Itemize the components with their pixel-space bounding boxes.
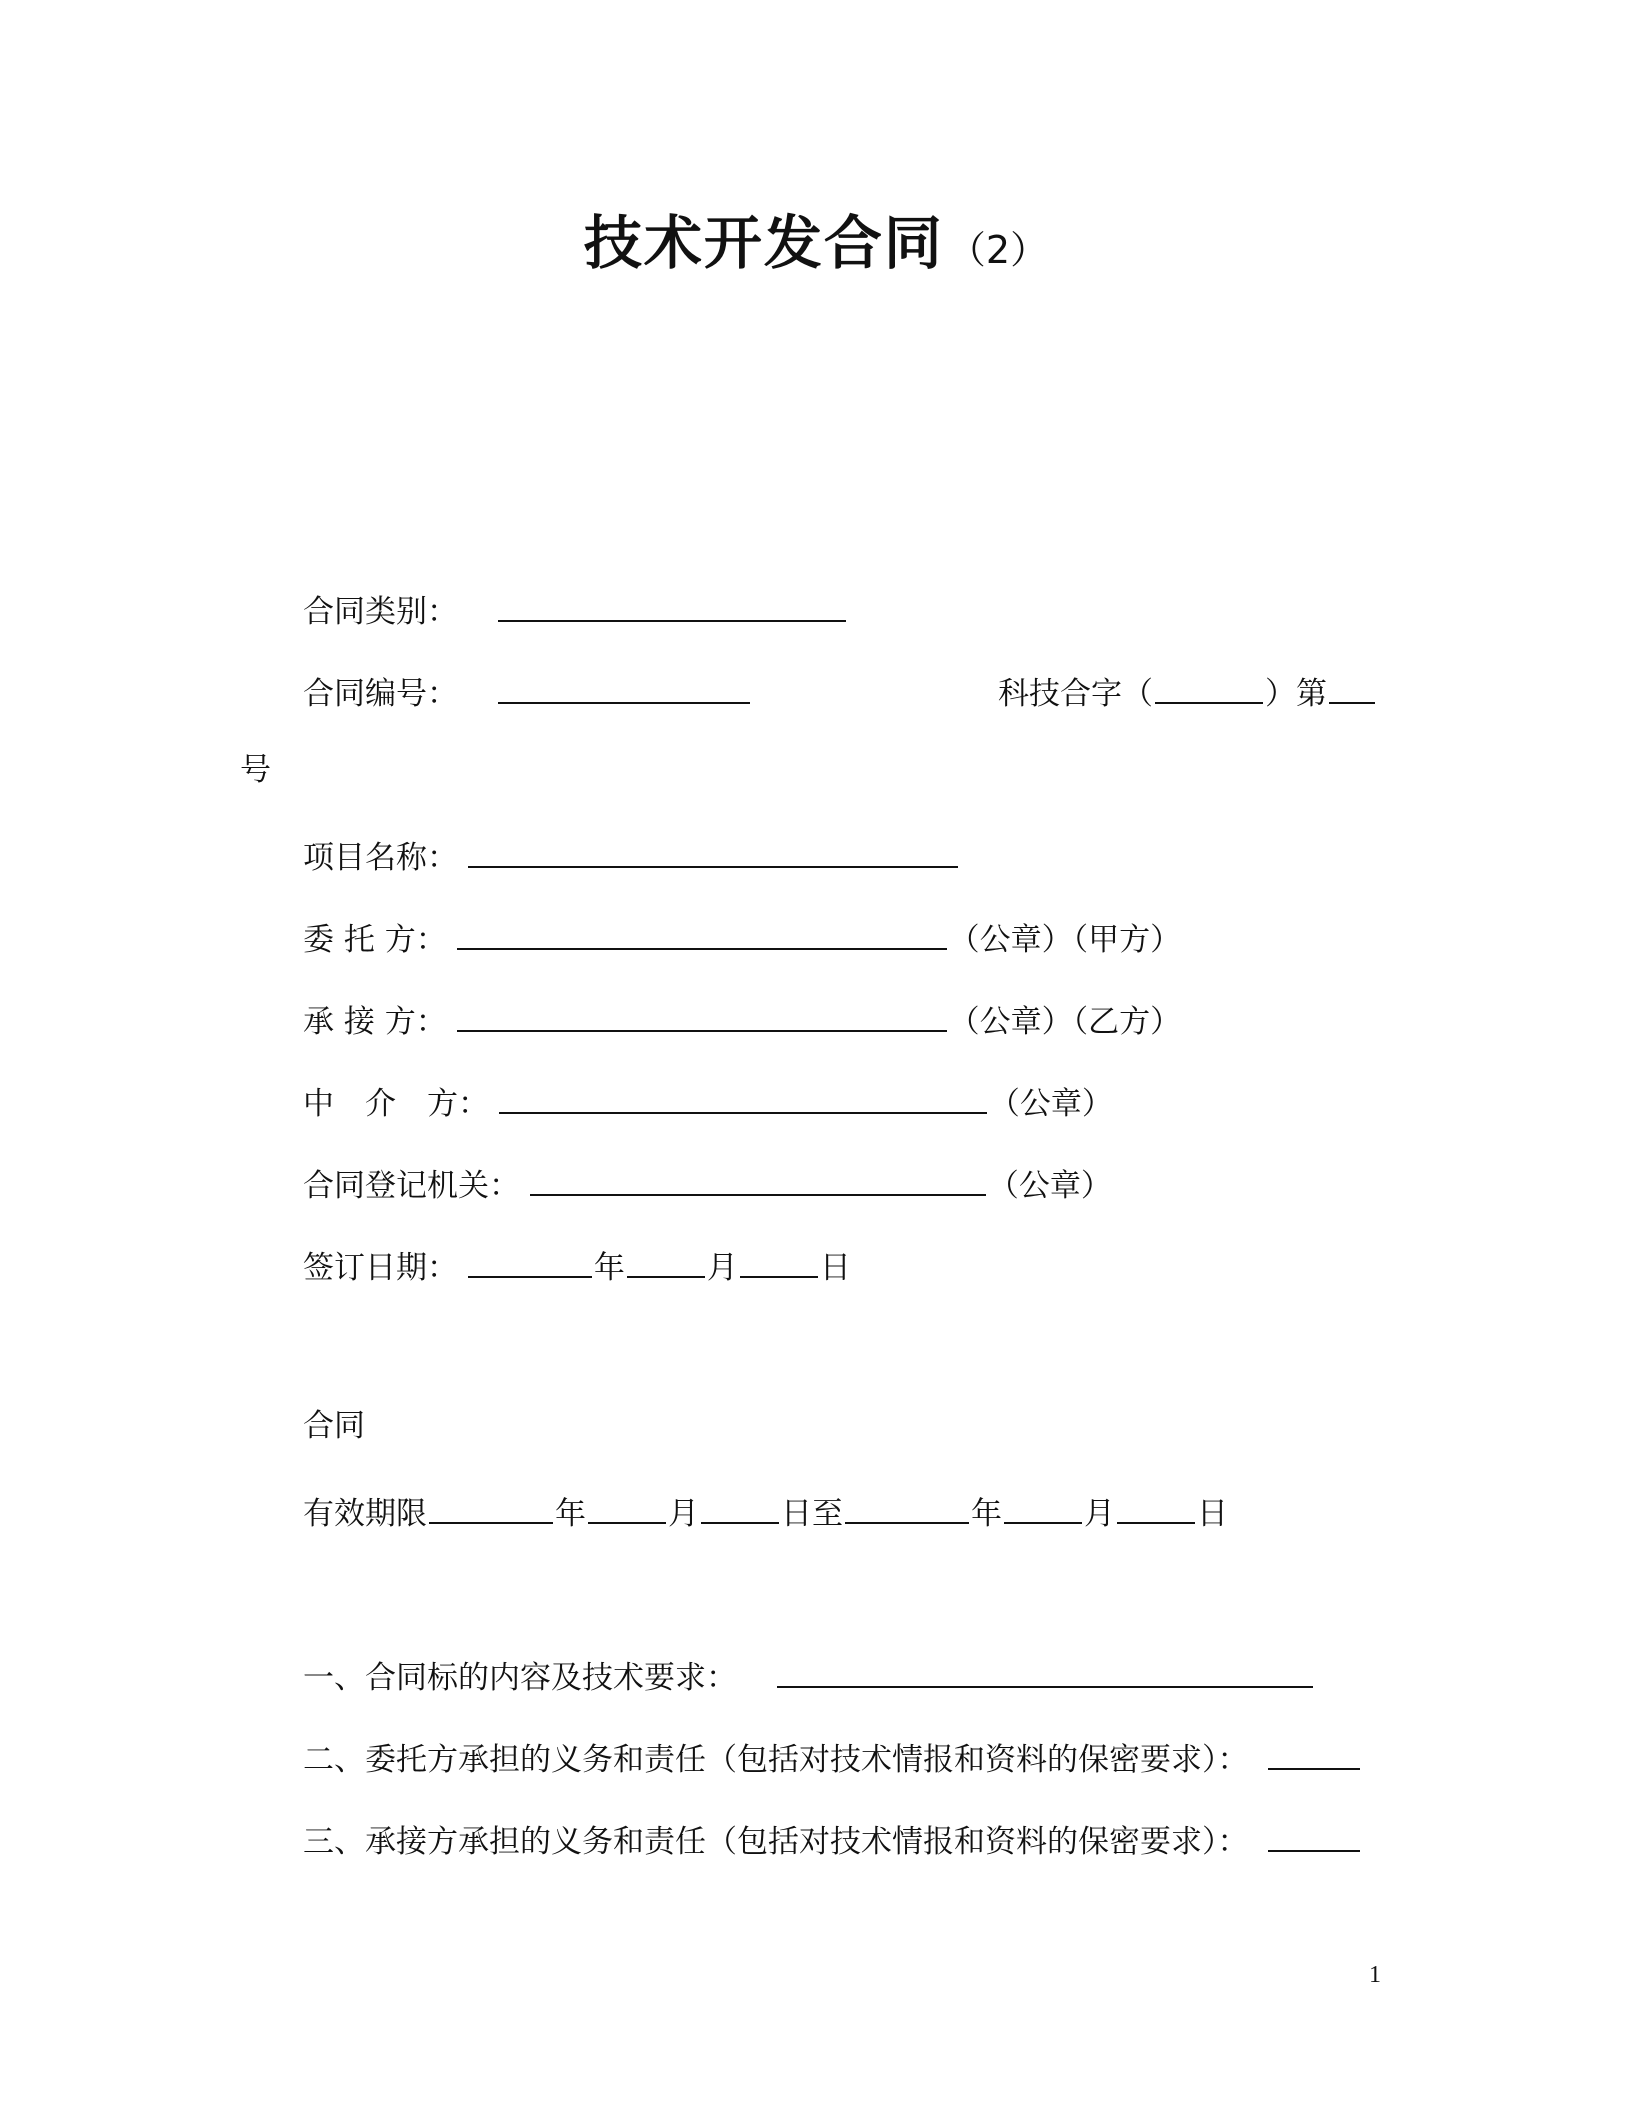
section-2-row [303, 1732, 1362, 1776]
agent-row [303, 1076, 1113, 1120]
registry-row [303, 1158, 1112, 1202]
contractor-row [303, 994, 1181, 1038]
kezi-blank[interactable] [1155, 666, 1263, 704]
number-blank[interactable] [498, 666, 750, 704]
validity-label: 有效期限 [303, 1496, 427, 1532]
sign-year-blank[interactable] [468, 1240, 592, 1278]
validity-day2-blank[interactable] [1117, 1486, 1195, 1524]
category-blank[interactable] [498, 584, 846, 622]
title-main: 技术开发合同 [583, 209, 944, 277]
section-1-blank[interactable] [777, 1650, 1313, 1688]
sign-month: 月 [706, 1250, 738, 1286]
number-row [303, 666, 752, 710]
section-2-blank[interactable] [1268, 1732, 1360, 1770]
document-title [0, 196, 1632, 280]
sign-year: 年 [593, 1250, 625, 1286]
sign-label: 签订日期： [303, 1250, 458, 1286]
registry-label: 合同登记机关： [303, 1168, 520, 1204]
validity-year2-blank[interactable] [845, 1486, 969, 1524]
page-number: 1 [1369, 1962, 1381, 1988]
validity-day2: 日 [1197, 1496, 1228, 1532]
validity-month: 月 [668, 1496, 699, 1532]
project-blank[interactable] [468, 830, 958, 868]
agent-label: 中 介 方： [303, 1086, 489, 1122]
section-3-row [303, 1814, 1362, 1858]
client-suffix: （公章）（甲方） [948, 922, 1182, 958]
section-1-row [303, 1650, 1315, 1694]
section-3-blank[interactable] [1268, 1814, 1360, 1852]
kezi-group [998, 666, 1377, 710]
number-label: 合同编号： [303, 676, 458, 712]
validity-day-to: 日至 [781, 1496, 843, 1532]
validity-row [303, 1486, 1228, 1530]
validity-heading: 合同 [303, 1408, 365, 1444]
section-2-text: 二、委托方承担的义务和责任（包括对技术情报和资料的保密要求）： [303, 1742, 1249, 1778]
agent-suffix: （公章） [988, 1086, 1113, 1122]
kezi-prefix: 科技合字（ [998, 676, 1153, 712]
sign-date-row [303, 1240, 851, 1284]
project-label: 项目名称： [303, 840, 458, 876]
sign-day: 日 [819, 1250, 851, 1286]
registry-blank[interactable] [530, 1158, 986, 1196]
sign-month-blank[interactable] [627, 1240, 705, 1278]
registry-suffix: （公章） [987, 1168, 1112, 1204]
title-suffix: （2） [947, 228, 1049, 272]
validity-month2-blank[interactable] [1004, 1486, 1082, 1524]
client-blank[interactable] [457, 912, 947, 950]
contractor-suffix: （公章）（乙方） [948, 1004, 1182, 1040]
sign-day-blank[interactable] [740, 1240, 818, 1278]
agent-blank[interactable] [499, 1076, 987, 1114]
validity-year-blank[interactable] [429, 1486, 553, 1524]
section-3-text: 三、承接方承担的义务和责任（包括对技术情报和资料的保密要求）： [303, 1824, 1249, 1860]
validity-year: 年 [555, 1496, 586, 1532]
contractor-blank[interactable] [457, 994, 947, 1032]
category-label: 合同类别： [303, 594, 458, 630]
section-1-text: 一、合同标的内容及技术要求： [303, 1660, 737, 1696]
number-suffix: 号 [240, 752, 271, 788]
validity-month2: 月 [1084, 1496, 1115, 1532]
kezi-number-blank[interactable] [1329, 666, 1375, 704]
client-row [303, 912, 1181, 956]
project-row [303, 830, 960, 874]
validity-year2: 年 [971, 1496, 1002, 1532]
validity-day-blank[interactable] [701, 1486, 779, 1524]
validity-month-blank[interactable] [588, 1486, 666, 1524]
category-row [303, 584, 848, 628]
kezi-mid: ）第 [1265, 676, 1327, 712]
client-label: 委 托 方： [303, 922, 447, 958]
contractor-label: 承 接 方： [303, 1004, 447, 1040]
